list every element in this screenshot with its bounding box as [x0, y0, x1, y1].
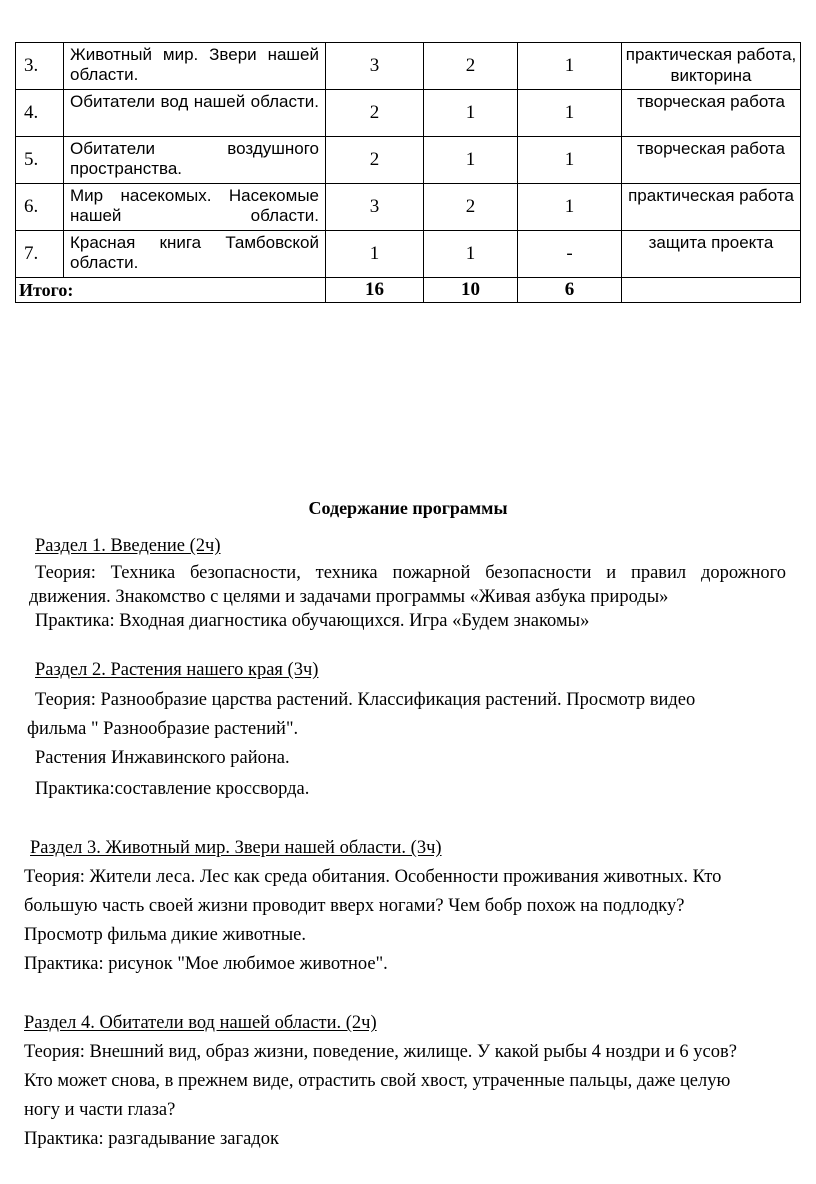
total-form-empty — [622, 278, 801, 303]
row-hours-theory: 1 — [424, 90, 518, 137]
section-title: Содержание программы — [308, 498, 508, 518]
row-number: 6. — [16, 184, 64, 231]
row-hours-practice: 1 — [518, 137, 622, 184]
total-practice: 6 — [518, 278, 622, 303]
row-hours-total: 3 — [326, 43, 424, 90]
row-hours-practice: 1 — [518, 43, 622, 90]
row-form: практическая работа, викторина — [622, 43, 801, 90]
section-3-line-1: Теория: Жители леса. Лес как среда обитания. Особенности проживания животных. Кто — [24, 867, 722, 887]
table-row — [16, 43, 801, 90]
section-2-theory: Теория: Разнообразие царства растений. Классификация растений. Просмотр видео — [35, 690, 696, 710]
row-hours-total: 2 — [326, 90, 424, 137]
section-4-line-2: Кто может снова, в прежнем виде, отрастить свой хвост, утраченные пальцы, даже целую — [24, 1071, 731, 1091]
section-1-theory-cont: движения. Знакомство с целями и задачами программы «Живая азбука природы» — [29, 587, 669, 607]
row-topic: Красная книга Тамбовской области. — [64, 231, 326, 278]
row-hours-theory: 1 — [424, 137, 518, 184]
table-row — [16, 137, 801, 184]
section-3-heading: Раздел 3. Животный мир. Звери нашей области. (3ч) — [30, 838, 442, 858]
table-row — [16, 231, 801, 278]
section-4-line-4: Практика: разгадывание загадок — [24, 1129, 279, 1149]
section-2-practice: Практика:составление кроссворда. — [35, 779, 310, 799]
total-hours: 16 — [326, 278, 424, 303]
section-3-line-3: Просмотр фильма дикие животные. — [24, 925, 306, 945]
section-2-theory-cont: фильма " Разнообразие растений". — [27, 719, 299, 739]
row-form: защита проекта — [622, 231, 801, 278]
row-number: 5. — [16, 137, 64, 184]
section-2-heading: Раздел 2. Растения нашего края (3ч) — [35, 660, 319, 680]
lesson-plan-table — [15, 42, 801, 303]
row-number: 3. — [16, 43, 64, 90]
row-hours-total: 2 — [326, 137, 424, 184]
row-hours-practice: 1 — [518, 184, 622, 231]
row-form: практическая работа — [622, 184, 801, 231]
row-number: 7. — [16, 231, 64, 278]
total-label: Итого: — [16, 278, 326, 303]
section-4-line-1: Теория: Внешний вид, образ жизни, поведение, жилище. У какой рыбы 4 ноздри и 6 усов? — [24, 1042, 737, 1062]
section-1-practice: Практика: Входная диагностика обучающихся. Игра «Будем знакомы» — [35, 611, 590, 631]
total-theory: 10 — [424, 278, 518, 303]
section-1-theory: Теория: Техника безопасности, техника пожарной безопасности и правил дорожного — [35, 563, 786, 583]
row-hours-practice: - — [518, 231, 622, 278]
section-2-theory-region: Растения Инжавинского района. — [35, 748, 290, 768]
table-row — [16, 184, 801, 231]
section-4-heading: Раздел 4. Обитатели вод нашей области. (2ч) — [24, 1013, 377, 1033]
row-topic: Обитатели воздушного пространства. — [64, 137, 326, 184]
row-hours-theory: 1 — [424, 231, 518, 278]
table-row — [16, 90, 801, 137]
row-hours-practice: 1 — [518, 90, 622, 137]
section-3-line-2: большую часть своей жизни проводит вверх ногами? Чем бобр похож на подлодку? — [24, 896, 685, 916]
row-form: творческая работа — [622, 137, 801, 184]
row-form: творческая работа — [622, 90, 801, 137]
row-hours-theory: 2 — [424, 184, 518, 231]
row-hours-total: 1 — [326, 231, 424, 278]
table-total-row — [16, 278, 801, 303]
row-hours-total: 3 — [326, 184, 424, 231]
section-1-heading: Раздел 1. Введение (2ч) — [35, 536, 221, 556]
section-3-line-4: Практика: рисунок "Мое любимое животное". — [24, 954, 388, 974]
row-topic: Мир насекомых. Насекомые нашей области. — [64, 184, 326, 231]
section-4-line-3: ногу и части глаза? — [24, 1100, 176, 1120]
row-topic: Животный мир. Звери нашей области. — [64, 43, 326, 90]
row-hours-theory: 2 — [424, 43, 518, 90]
row-number: 4. — [16, 90, 64, 137]
row-topic: Обитатели вод нашей области. — [64, 90, 326, 137]
